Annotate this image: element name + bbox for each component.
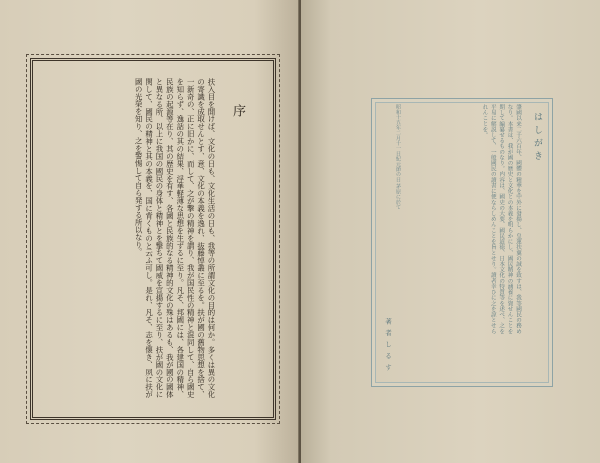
left-page [0,0,299,463]
foreword-title: はしがき [532,112,542,164]
foreword-date: 昭和十五年二月十一日紀元節の日 茅原に於て [395,104,401,210]
preface-body-text: 扶入目を開けば、文化の日も、文化生活の日も、我等の所謂文化の目的は何か。多くは異の文化の寄識を成取せんとす、意、文化の本義を逸れ、抜藤悼叢に至るを。扶が國の舊物思想を捨て、一新奇の、正に旧かに、而して、之が撃の精神を謂り、我が国民性の精神と混同して、自ら國史を知らず、逸話の其の結果、浮華軽薄な思想を生ずるに至り。凡そ、邦國には、各建国の精神、民族の起源等在り、其の歴史を有す、各國と民族的なる精神的文化の殊はあるも、我が國の國体と異なる所、以上に我国の國民の身体と精神とを撃ちて國威を宣揚するに至り、扶が國の文化に関して、國民の精神と其の本義を、国に背くものと云ふ可し。是れ、凡そ、志を懐き、夙に扶が國の光榮を知り、之を警惕して自ら発する所以なり。 [134,78,216,398]
author-signature: 著者しるす [384,318,392,376]
preface-title: 序 [230,104,245,119]
foreword-body-text: 肇國以来二千六百年、國體の精華を中外に發揚し、皇運扶翼の誠を致すは、我等國民の務めなり。本書は、我が國の歴史と文化との本義を明らかにし、國民精神の涵養に資せんことを期して編纂せるものなり。内容は、國史の大要、國民道徳、日本文化の特質等を述べ、之を平易に解説して、一般國民の讀書に便ならしめんことを旨とせり。讀者幸ひに之を諒とせられんことを。 [481,104,521,334]
